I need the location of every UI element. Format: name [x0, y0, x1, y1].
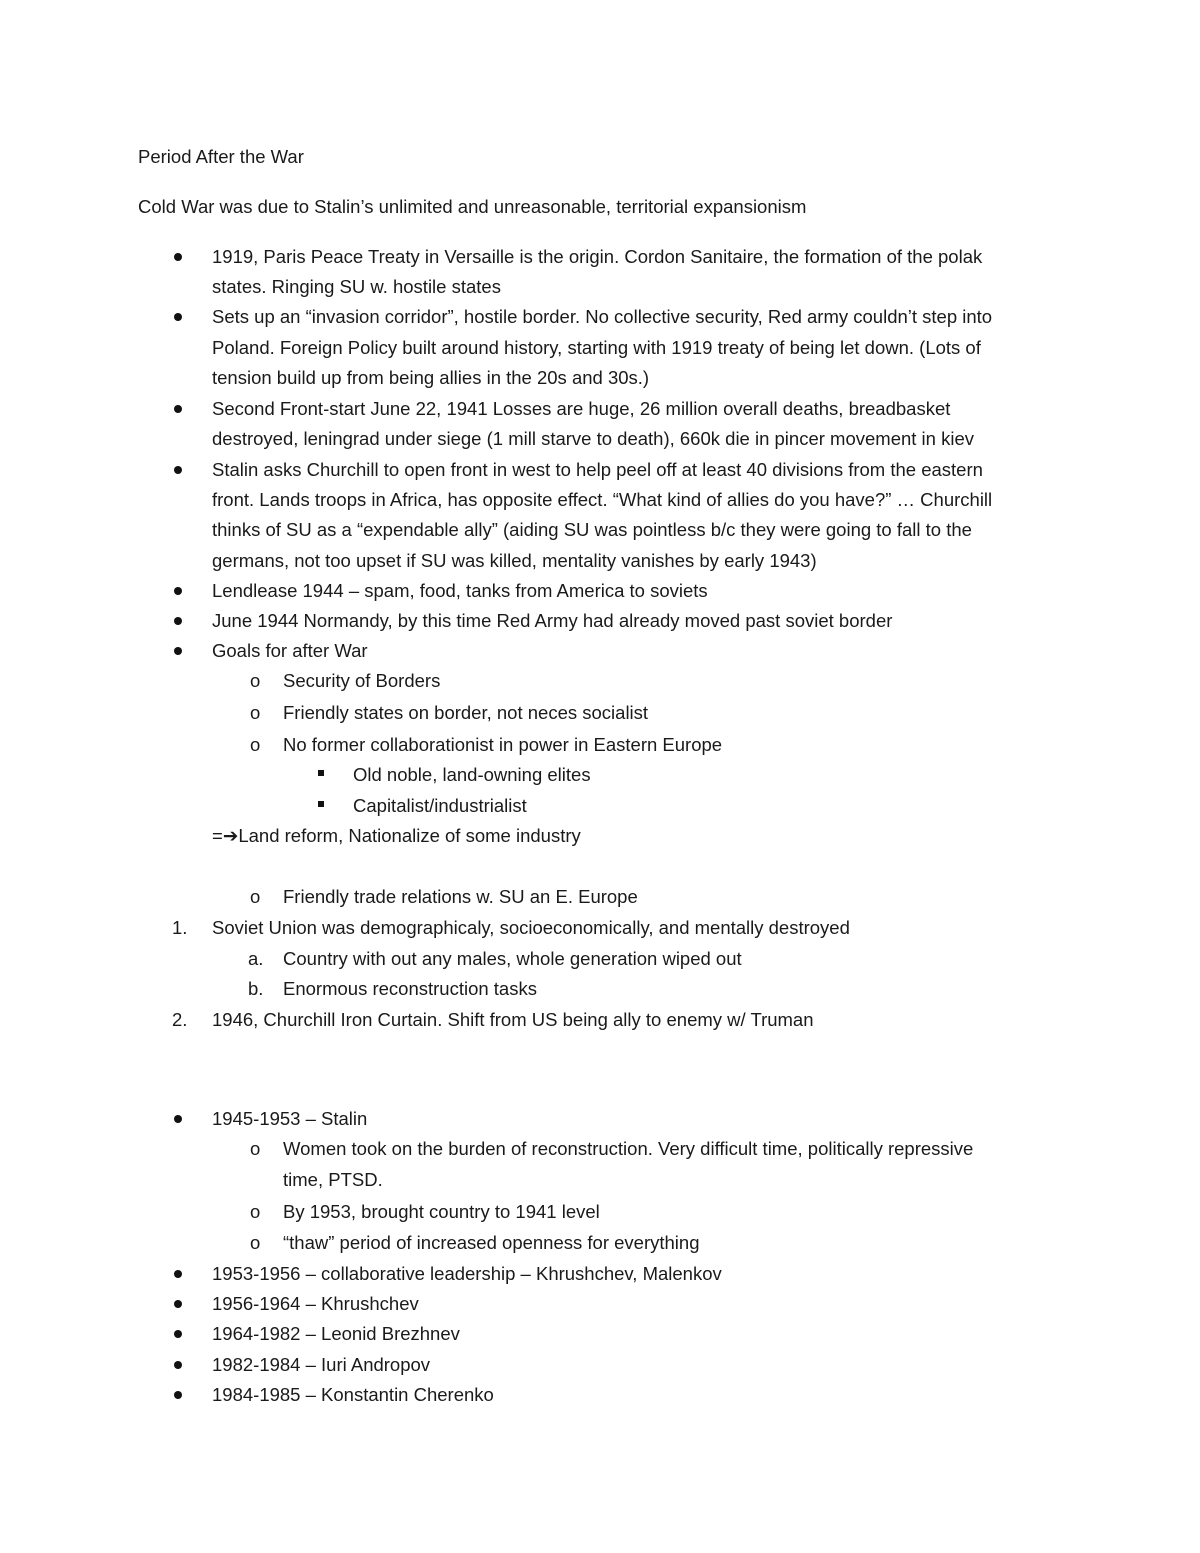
bullet-marker — [174, 1330, 182, 1338]
sub-bullet-text: No former collaborationist in power in Eastern Europe — [283, 734, 723, 755]
sub-bullet-text: Security of Borders — [283, 670, 441, 691]
leader-entry: 1945-1953 – Stalin — [212, 1108, 368, 1129]
sub-bullet-marker: o — [250, 1201, 261, 1222]
square-bullet-marker — [318, 801, 324, 807]
bullet-marker — [174, 313, 182, 321]
sub-bullet-marker: o — [250, 1232, 261, 1253]
square-bullet-text: Old noble, land-owning elites — [353, 764, 591, 785]
numbered-item-text: 1946, Churchill Iron Curtain. Shift from US being ally to enemy w/ Truman — [212, 1009, 814, 1030]
bullet-marker — [174, 617, 182, 625]
page-title: Period After the War — [138, 146, 304, 167]
bullet-text: tension build up from being allies in the 20s and 30s.) — [212, 367, 650, 388]
bullet-text: Stalin asks Churchill to open front in west to help peel off at least 40 divisions from the eastern — [212, 459, 983, 480]
bullet-text: Lendlease 1944 – spam, food, tanks from America to soviets — [212, 580, 708, 601]
bullet-text: Second Front-start June 22, 1941 Losses are huge, 26 million overall deaths, breadbasket — [212, 398, 951, 419]
square-bullet-text: Capitalist/industrialist — [353, 795, 527, 816]
leader-entry: 1984-1985 – Konstantin Cherenko — [212, 1384, 494, 1405]
sub-bullet-text: time, PTSD. — [283, 1169, 383, 1190]
bullet-marker — [174, 253, 182, 261]
bullet-text: front. Lands troops in Africa, has opposite effect. “What kind of allies do you have?” … Churchill — [212, 489, 993, 510]
sub-bullet-marker: o — [250, 734, 261, 755]
equals-sign: = — [212, 825, 223, 846]
bullet-text: 1919, Paris Peace Treaty in Versaille is the origin. Cordon Sanitaire, the formation of the polak — [212, 246, 983, 267]
bullet-text: states. Ringing SU w. hostile states — [212, 276, 501, 297]
sub-bullet-marker: o — [250, 702, 261, 723]
result-line — [212, 825, 581, 847]
bullet-text: Sets up an “invasion corridor”, hostile border. No collective security, Red army couldn’t step into — [212, 306, 993, 327]
lettered-item-text: Enormous reconstruction tasks — [283, 978, 537, 999]
bullet-marker — [174, 1391, 182, 1399]
sub-bullet-text: Friendly trade relations w. SU an E. Europe — [283, 886, 638, 907]
sub-bullet-marker: o — [250, 670, 261, 691]
bullet-marker — [174, 1115, 182, 1123]
sub-bullet-text: Friendly states on border, not neces socialist — [283, 702, 649, 723]
numbered-item-text: Soviet Union was demographicaly, socioeconomically, and mentally destroyed — [212, 917, 850, 938]
leader-entry: 1956-1964 – Khrushchev — [212, 1293, 419, 1314]
bullet-text: destroyed, leningrad under siege (1 mill starve to death), 660k die in pincer movement in kiev — [212, 428, 974, 449]
bullet-text: June 1944 Normandy, by this time Red Army had already moved past soviet border — [212, 610, 893, 631]
bullet-text: Goals for after War — [212, 640, 368, 661]
bullet-text: thinks of SU as a “expendable ally” (aiding SU was pointless b/c they were going to fall to the — [212, 519, 972, 540]
bullet-marker — [174, 405, 182, 413]
list-letter: a. — [248, 948, 264, 969]
bullet-marker — [174, 647, 182, 655]
sub-bullet-marker: o — [250, 886, 261, 907]
leader-entry: 1953-1956 – collaborative leadership – Khrushchev, Malenkov — [212, 1263, 722, 1284]
thesis-statement: Cold War was due to Stalin’s unlimited and unreasonable, territorial expansionism — [138, 196, 807, 217]
bullet-marker — [174, 466, 182, 474]
sub-bullet-text: By 1953, brought country to 1941 level — [283, 1201, 600, 1222]
bullet-marker — [174, 1270, 182, 1278]
list-letter: b. — [248, 978, 264, 999]
bullet-text: germans, not too upset if SU was killed, mentality vanishes by early 1943) — [212, 550, 817, 571]
square-bullet-marker — [318, 770, 324, 776]
lettered-item-text: Country with out any males, whole generation wiped out — [283, 948, 742, 969]
bullet-text: Poland. Foreign Policy built around history, starting with 1919 treaty of being let down. (Lots of — [212, 337, 981, 358]
bullet-marker — [174, 1300, 182, 1308]
sub-bullet-marker: o — [250, 1138, 261, 1159]
sub-bullet-text: Women took on the burden of reconstruction. Very difficult time, politically repressive — [283, 1138, 974, 1159]
sub-bullet-text: “thaw” period of increased openness for everything — [283, 1232, 700, 1253]
list-number: 2. — [172, 1009, 188, 1030]
list-number: 1. — [172, 917, 188, 938]
bullet-marker — [174, 1361, 182, 1369]
result-text: Land reform, Nationalize of some industry — [238, 825, 581, 846]
right-arrow-icon: ➔ — [222, 825, 239, 846]
leader-entry: 1964-1982 – Leonid Brezhnev — [212, 1323, 460, 1344]
bullet-marker — [174, 587, 182, 595]
leader-entry: 1982-1984 – Iuri Andropov — [212, 1354, 431, 1375]
